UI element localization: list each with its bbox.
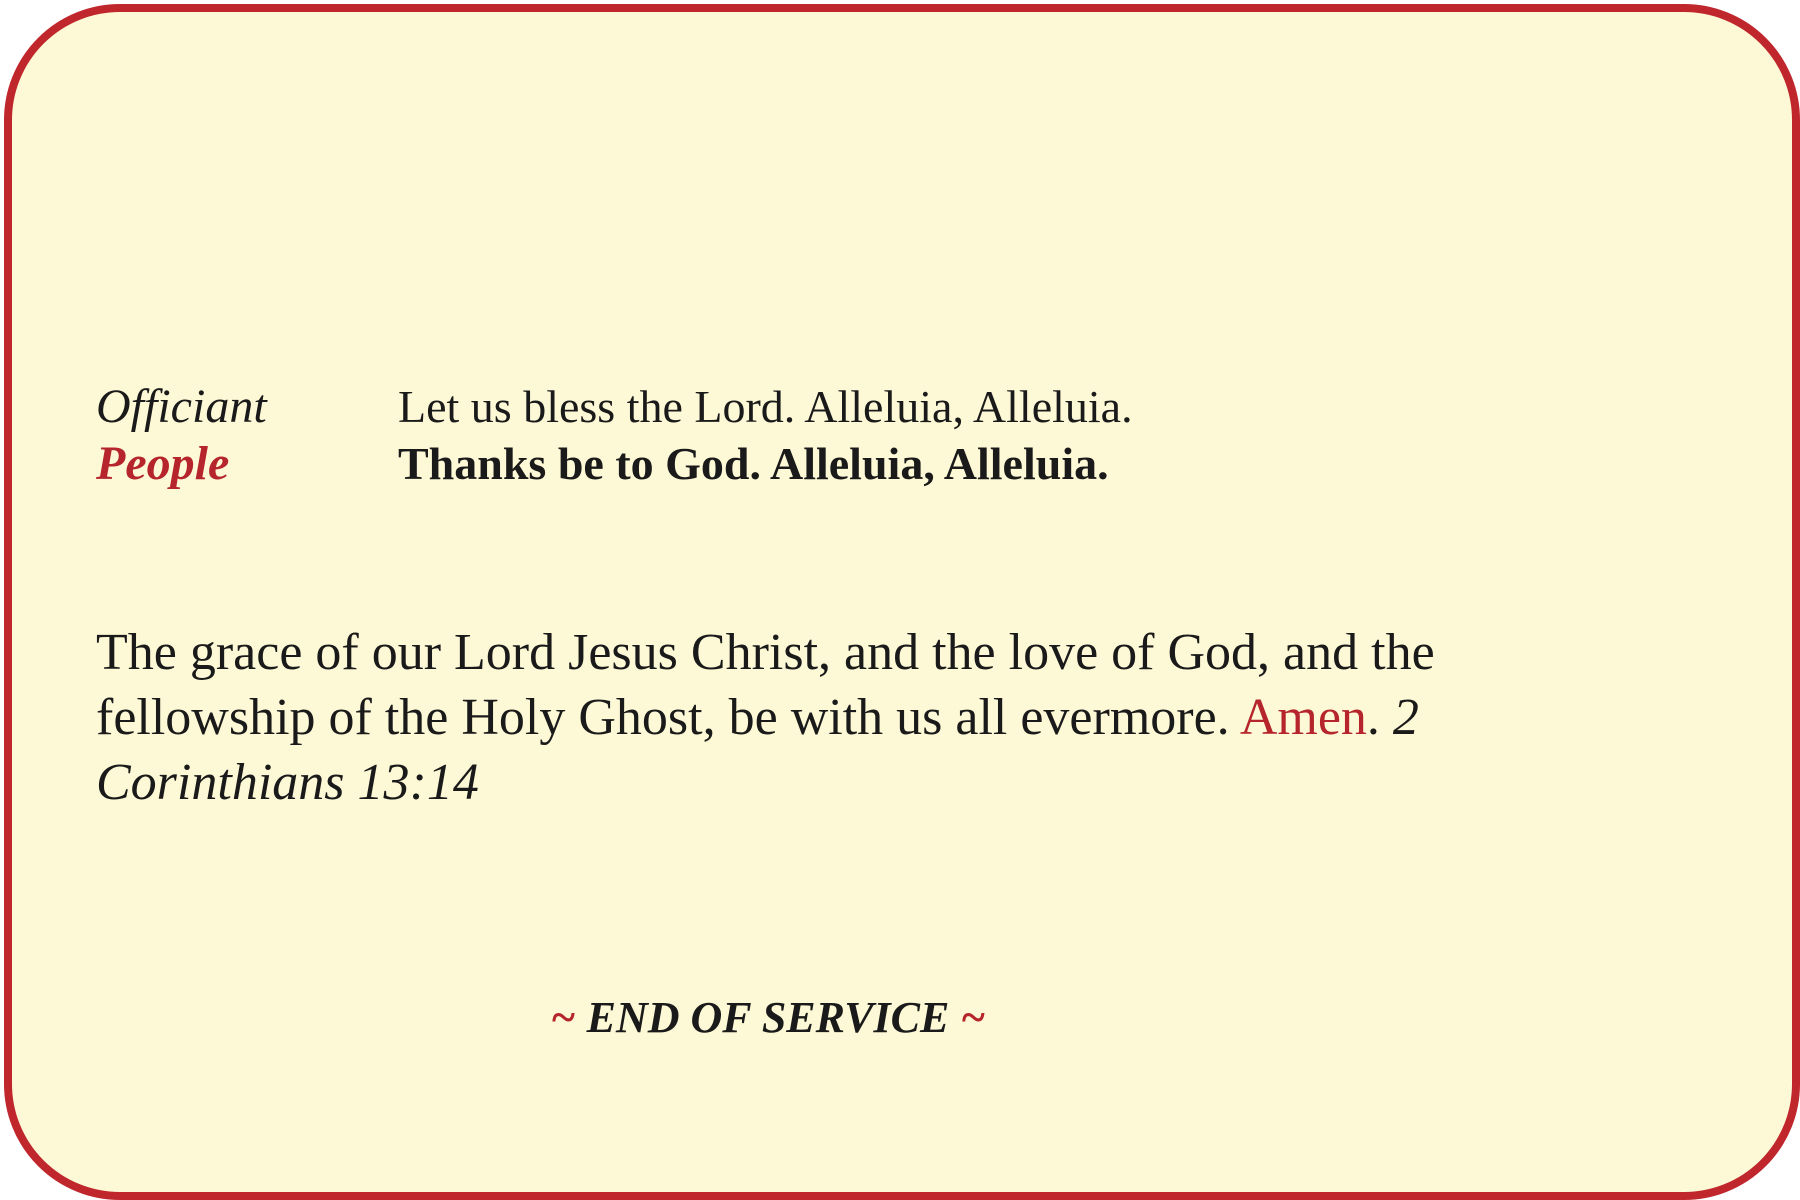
scripture-citation: 2 Corinthians 13:14 xyxy=(96,689,1419,811)
service-card xyxy=(4,4,1800,1200)
grace-paragraph xyxy=(96,620,1466,815)
officiant-row xyxy=(96,378,1133,436)
people-text: Thanks be to God. Alleluia, Alleluia. xyxy=(398,438,1109,489)
tilde-ornament-right: ~ xyxy=(960,993,986,1042)
grace-text: The grace of our Lord Jesus Christ, and the love of God, and the fellowship of the Holy Ghost, be with us all evermore. xyxy=(96,624,1435,746)
end-of-service-label: END OF SERVICE xyxy=(586,993,950,1042)
amen-word: Amen xyxy=(1239,689,1367,746)
amen-period: . xyxy=(1366,689,1380,746)
people-row xyxy=(96,435,1109,493)
tilde-ornament-left: ~ xyxy=(550,993,576,1042)
end-of-service-heading xyxy=(12,990,1792,1046)
officiant-text: Let us bless the Lord. Alleluia, Alleluia. xyxy=(398,381,1133,432)
officiant-label: Officiant xyxy=(96,380,267,433)
people-label: People xyxy=(96,437,230,490)
